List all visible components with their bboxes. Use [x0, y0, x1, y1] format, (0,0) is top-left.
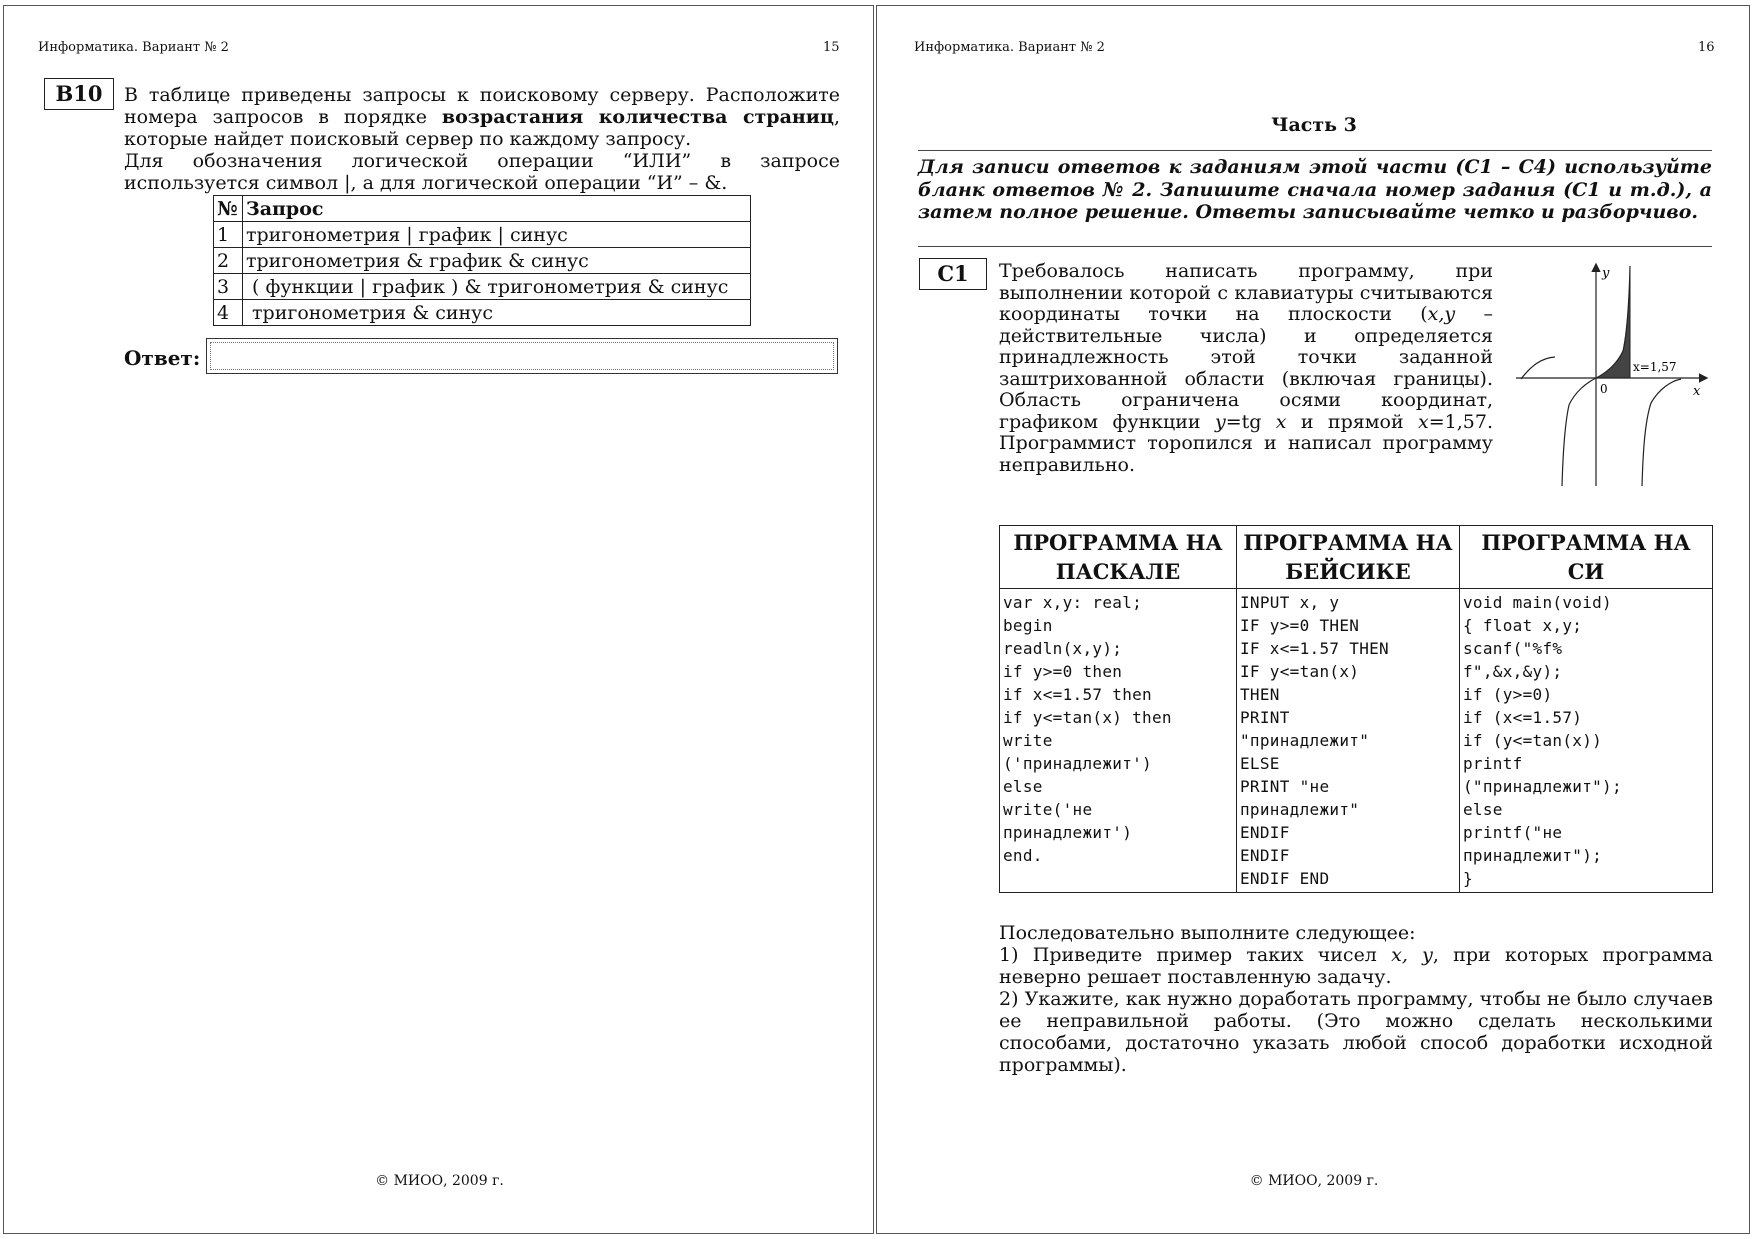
table-header-cell: №: [214, 196, 243, 222]
shaded-region: [1596, 266, 1630, 378]
step1-vars: x, y: [1391, 944, 1433, 966]
divider: [918, 246, 1712, 247]
task-text-part: Требовалось написать программу, при выполнении которой с клавиатуры считываются координаты точки на плоскости (: [999, 260, 1493, 325]
part-title: Часть 3: [1271, 114, 1357, 136]
table-row: [214, 274, 751, 300]
step-2: 2) Укажите, как нужно доработать программу, чтобы не было случаев ее неправильной работы. (Это можно сделать несколькими способами, достаточно указать любой способ доработки исходной программы).: [999, 988, 1713, 1076]
c-code: void main(void) { float x,y; scanf("%f% f",&x,&y); if (y>=0) if (x<=1.57) if (y<=tan(x)) printf ("принадлежит"); else printf("не принадлежит"); }: [1460, 589, 1713, 893]
footer: © МИОО, 2009 г.: [375, 1173, 504, 1189]
step1-text: , при которых программа неверно решает поставленную задачу.: [999, 944, 1713, 988]
task-text-var: y: [1214, 410, 1226, 433]
table-row: [214, 300, 751, 326]
table-cell: 3: [214, 274, 243, 300]
answer-label: Ответ:: [124, 346, 201, 370]
task-label-b10: B10: [44, 78, 114, 110]
program-code-row: [1000, 589, 1713, 893]
line-label: x=1,57: [1633, 360, 1677, 374]
origin-label: 0: [1600, 382, 1608, 396]
steps: [999, 922, 1713, 1076]
basic-header: ПРОГРАММА НА БЕЙСИКЕ: [1237, 526, 1460, 589]
program-table: [999, 525, 1713, 893]
step1-text: 1) Приведите пример таких чисел: [999, 944, 1392, 966]
table-row: [214, 222, 751, 248]
table-cell: ( функции | график ) & тригонометрия & синус: [243, 274, 751, 300]
table-cell: тригонометрия | график | синус: [243, 222, 751, 248]
table-cell: 4: [214, 300, 243, 326]
header-title: Информатика. Вариант № 2: [914, 40, 1105, 55]
table-cell: тригонометрия & синус: [243, 300, 751, 326]
para1-bold: возрастания количества страниц: [441, 106, 834, 128]
task-text-part: =1,57. Программист торопился и написал программу неправильно.: [999, 410, 1493, 476]
basic-code: INPUT x, y IF y>=0 THEN IF x<=1.57 THEN IF y<=tan(x) THEN PRINT "принадлежит" ELSE PRINT "не принадлежит" ENDIF ENDIF ENDIF END: [1237, 589, 1460, 893]
tan-curve-branch: [1562, 378, 1596, 486]
header-title: Информатика. Вариант № 2: [38, 40, 229, 55]
c-header: ПРОГРАММА НА СИ: [1460, 526, 1713, 589]
task-b10-text: [124, 84, 840, 194]
para1-b: , которые найдет поисковый сервер по каждому запросу.: [124, 106, 840, 150]
step-1: [999, 944, 1713, 988]
pascal-code: var x,y: real; begin readln(x,y); if y>=0 then if x<=1.57 then if y<=tan(x) then write ('принадлежит') else write('не принадлежит') end.: [1000, 589, 1237, 893]
table-cell: 2: [214, 248, 243, 274]
task-c1-text: [999, 261, 1493, 476]
instructions: Для записи ответов к заданиям этой части (С1 – С4) используйте бланк ответов № 2. Запишите сначала номер задания (С1 и т.д.), а затем полное решение. Ответы записывайте четко и разборчиво.: [918, 156, 1712, 223]
task-text-var: x: [1418, 410, 1429, 433]
left-page: [3, 5, 874, 1234]
task-text-part: и прямой: [1286, 410, 1418, 433]
x-axis-label: x: [1693, 384, 1701, 399]
tan-curve-branch: [1642, 379, 1681, 486]
pascal-header: ПРОГРАММА НА ПАСКАЛЕ: [1000, 526, 1237, 589]
table-header-cell: Запрос: [243, 196, 751, 222]
table-cell: 1: [214, 222, 243, 248]
steps-intro: Последовательно выполните следующее:: [999, 922, 1416, 944]
divider: [918, 150, 1712, 151]
table-cell: тригонометрия & график & синус: [243, 248, 751, 274]
tan-graph: [1511, 261, 1711, 491]
task-text-var: x,y: [1427, 303, 1456, 325]
table-header-row: [214, 196, 751, 222]
task-label-c1: C1: [919, 258, 987, 290]
task-text-var: x: [1275, 410, 1287, 433]
program-header-row: [1000, 526, 1713, 589]
right-page: [876, 5, 1750, 1234]
page-number: 16: [1698, 40, 1715, 55]
page-number: 15: [823, 40, 840, 55]
query-table: [213, 195, 751, 326]
y-axis-label: y: [1602, 266, 1610, 281]
answer-field[interactable]: [206, 338, 838, 374]
table-row: [214, 248, 751, 274]
task-text-part: – действительные числа) и определяется принадлежность этой точки заданной заштрихованной области (включая границы). Область ограничена осями координат, графиком функции: [999, 303, 1493, 433]
para1-a: В таблице приведены запросы к поисковому серверу. Расположите номера запросов в порядке: [124, 84, 840, 128]
task-text-part: =tg: [1225, 410, 1276, 433]
footer: © МИОО, 2009 г.: [1249, 1173, 1379, 1189]
para2: Для обозначения логической операции “ИЛИ” в запросе используется символ |, а для логической операции “И” – &.: [124, 150, 840, 194]
